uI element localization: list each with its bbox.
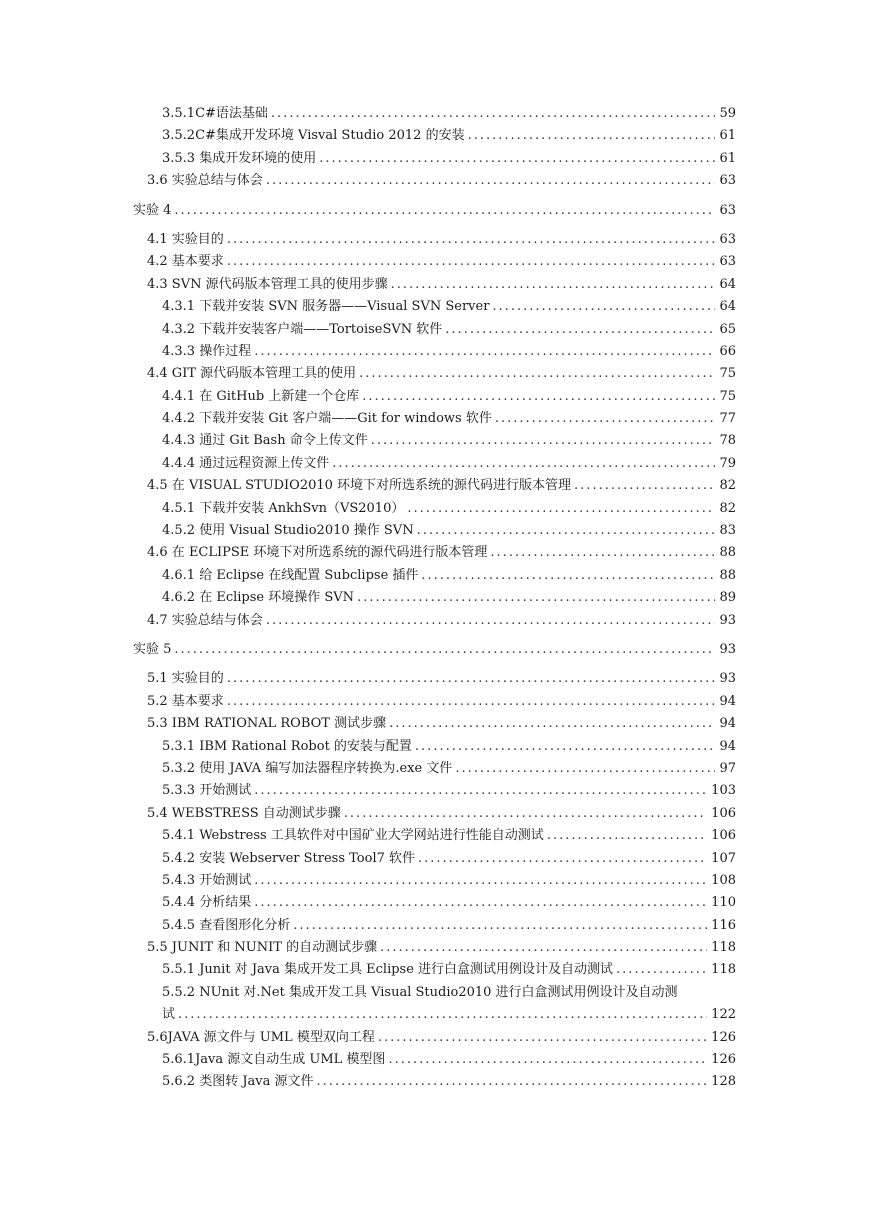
dot-leader — [455, 758, 715, 780]
toc-entry-title: 4.4.4 通过远程资源上传文件 — [162, 455, 330, 471]
dot-leader — [227, 251, 716, 273]
dot-leader — [227, 229, 716, 251]
toc-entry-page: 93 — [719, 612, 736, 628]
dot-leader — [293, 915, 707, 937]
toc-entry-page: 118 — [711, 962, 736, 978]
toc-entry-title: 4.3.2 下载并安装客户端——TortoiseSVN 软件 — [162, 321, 443, 337]
toc-row[interactable] — [0, 274, 869, 296]
toc-row[interactable] — [0, 959, 869, 981]
toc-row[interactable] — [0, 610, 869, 632]
table-of-contents — [0, 103, 869, 1094]
toc-entry-title: 4.3.3 操作过程 — [162, 343, 252, 359]
dot-leader — [227, 691, 716, 713]
toc-row[interactable] — [0, 453, 869, 475]
toc-entry[interactable] — [147, 1027, 736, 1049]
toc-entry-page: 66 — [719, 343, 736, 359]
toc-entry[interactable] — [162, 758, 736, 780]
toc-entry-page: 126 — [711, 1052, 736, 1068]
toc-entry[interactable] — [147, 363, 736, 385]
toc-entry[interactable] — [162, 780, 736, 802]
toc-entry-title: 3.5.3 集成开发环境的使用 — [162, 150, 317, 166]
toc-entry-title: 5.5.1 Junit 对 Java 集成开发工具 Eclipse 进行白盒测试用例设计及自动测试 — [162, 962, 614, 978]
dot-leader — [415, 736, 716, 758]
toc-row[interactable] — [0, 870, 869, 892]
dot-leader — [227, 668, 716, 690]
dot-leader — [254, 780, 707, 802]
toc-entry[interactable] — [162, 959, 736, 981]
toc-entry-title: 4.7 实验总结与体会 — [147, 612, 263, 628]
dot-leader — [178, 1004, 707, 1026]
toc-row[interactable] — [0, 475, 869, 497]
toc-row[interactable] — [0, 520, 869, 542]
toc-entry-title: 3.6 实验总结与体会 — [147, 173, 263, 189]
dot-leader — [332, 453, 715, 475]
toc-entry-title: 试 — [162, 1007, 176, 1023]
dot-leader — [357, 587, 715, 609]
toc-entry-page: 128 — [711, 1074, 736, 1090]
toc-entry-page: 93 — [719, 641, 736, 657]
toc-entry-page: 118 — [711, 940, 736, 956]
toc-entry-title: 5.4.1 Webstress 工具软件对中国矿业大学网站进行性能自动测试 — [162, 828, 544, 844]
toc-entry-page: 94 — [719, 738, 736, 754]
toc-entry[interactable] — [147, 668, 736, 690]
dot-leader — [266, 170, 716, 192]
toc-entry-page: 97 — [719, 760, 736, 776]
dot-leader — [445, 319, 715, 341]
toc-entry[interactable] — [162, 870, 736, 892]
dot-leader — [616, 959, 707, 981]
toc-entry-title: 5.4 WEBSTRESS 自动测试步骤 — [147, 805, 341, 821]
toc-entry-page: 93 — [719, 671, 736, 687]
toc-row[interactable] — [0, 386, 869, 408]
dot-leader — [421, 565, 715, 587]
dot-leader — [362, 386, 715, 408]
toc-entry[interactable] — [162, 103, 736, 125]
dot-leader — [490, 542, 715, 564]
toc-entry[interactable] — [162, 341, 736, 363]
dot-leader — [266, 610, 716, 632]
toc-row[interactable] — [0, 803, 869, 825]
toc-entry-page: 126 — [711, 1029, 736, 1045]
toc-entry-page: 75 — [719, 388, 736, 404]
toc-entry-page: 78 — [719, 433, 736, 449]
toc-row[interactable] — [0, 542, 869, 564]
dot-leader — [271, 103, 716, 125]
toc-entry-title: 4.4.1 在 GitHub 上新建一个仓库 — [162, 388, 360, 404]
toc-entry-page: 106 — [711, 828, 736, 844]
toc-entry[interactable] — [162, 296, 736, 318]
dot-leader — [344, 803, 707, 825]
toc-entry-title: 5.4.5 查看图形化分析 — [162, 917, 291, 933]
toc-row[interactable] — [0, 848, 869, 870]
toc-row[interactable] — [0, 915, 869, 937]
toc-entry[interactable] — [147, 803, 736, 825]
toc-entry-page: 64 — [719, 299, 736, 315]
dot-leader — [418, 848, 707, 870]
toc-row[interactable] — [0, 363, 869, 385]
toc-entry-title: 4.4.3 通过 Git Bash 命令上传文件 — [162, 433, 368, 449]
toc-row[interactable] — [0, 565, 869, 587]
toc-entry-title: 4.6.1 给 Eclipse 在线配置 Subclipse 插件 — [162, 567, 419, 583]
toc-entry-title: 5.3 IBM RATIONAL ROBOT 测试步骤 — [147, 716, 387, 732]
toc-row[interactable] — [0, 1049, 869, 1071]
toc-row[interactable] — [0, 892, 869, 914]
toc-entry-page: 64 — [719, 276, 736, 292]
toc-row[interactable] — [0, 982, 869, 1004]
toc-entry[interactable] — [162, 587, 736, 609]
toc-entry-title: 4.4.2 下载并安装 Git 客户端——Git for windows 软件 — [162, 411, 492, 427]
toc-entry[interactable] — [162, 565, 736, 587]
toc-row[interactable] — [0, 296, 869, 318]
toc-row[interactable] — [0, 1004, 869, 1026]
toc-entry-page: 88 — [719, 567, 736, 583]
toc-entry-title: 5.3.2 使用 JAVA 编写加法器程序转换为.exe 文件 — [162, 760, 453, 776]
toc-entry-title: 4.2 基本要求 — [147, 254, 224, 270]
toc-entry-page: 63 — [719, 254, 736, 270]
toc-entry-title: 4.5.1 下载并安装 AnkhSvn（VS2010） — [162, 500, 405, 516]
toc-entry-page: 63 — [719, 173, 736, 189]
toc-entry-title: 4.5 在 VISUAL STUDIO2010 环境下对所选系统的源代码进行版本管理 — [147, 478, 572, 494]
toc-entry-title: 4.5.2 使用 Visual Studio2010 操作 SVN — [162, 523, 414, 539]
toc-entry[interactable] — [162, 430, 736, 452]
toc-entry[interactable] — [162, 148, 736, 170]
toc-entry-title: 3.5.2C#集成开发环境 Visval Studio 2012 的安装 — [162, 128, 465, 144]
toc-entry[interactable] — [162, 520, 736, 542]
toc-entry[interactable] — [162, 915, 736, 937]
dot-leader — [407, 498, 715, 520]
toc-entry-page: 61 — [719, 128, 736, 144]
toc-row[interactable] — [0, 200, 869, 222]
toc-entry[interactable] — [162, 982, 736, 1004]
toc-entry-page: 108 — [711, 872, 736, 888]
toc-entry-title: 4.6.2 在 Eclipse 环境操作 SVN — [162, 590, 355, 606]
toc-entry-title: 4.6 在 ECLIPSE 环境下对所选系统的源代码进行版本管理 — [147, 545, 488, 561]
toc-entry-title: 4.4 GIT 源代码版本管理工具的使用 — [147, 366, 357, 382]
toc-entry-page: 122 — [711, 1007, 736, 1023]
toc-entry[interactable] — [133, 200, 736, 222]
toc-entry-title: 5.3.1 IBM Rational Robot 的安装与配置 — [162, 738, 412, 754]
toc-entry-page: 82 — [719, 500, 736, 516]
toc-entry-title: 5.6.1Java 源文自动生成 UML 模型图 — [162, 1052, 386, 1068]
toc-entry-page: 107 — [711, 850, 736, 866]
dot-leader — [254, 870, 707, 892]
toc-entry-page: 77 — [719, 411, 736, 427]
toc-entry[interactable] — [162, 1071, 736, 1093]
toc-row[interactable] — [0, 430, 869, 452]
toc-row[interactable] — [0, 1027, 869, 1049]
toc-row[interactable] — [0, 736, 869, 758]
toc-row[interactable] — [0, 758, 869, 780]
toc-entry-page: 75 — [719, 366, 736, 382]
toc-entry[interactable] — [162, 825, 736, 847]
toc-entry-page: 116 — [711, 917, 736, 933]
toc-entry[interactable] — [147, 937, 736, 959]
toc-row[interactable] — [0, 103, 869, 125]
toc-entry[interactable] — [162, 736, 736, 758]
toc-entry-page: 82 — [719, 478, 736, 494]
dot-leader — [254, 892, 707, 914]
toc-entry-title: 5.5.2 NUnit 对.Net 集成开发工具 Visual Studio2010 进行白盒测试用例设计及自动测 — [162, 984, 678, 1000]
toc-entry-page: 106 — [711, 805, 736, 821]
toc-entry-page: 65 — [719, 321, 736, 337]
toc-entry[interactable] — [162, 319, 736, 341]
dot-leader — [174, 200, 715, 222]
toc-entry-page: 63 — [719, 202, 736, 218]
toc-entry[interactable] — [162, 125, 736, 147]
toc-row[interactable] — [0, 125, 869, 147]
toc-entry-title: 4.1 实验目的 — [147, 231, 224, 247]
toc-entry-title: 5.4.4 分析结果 — [162, 895, 252, 911]
toc-entry[interactable] — [162, 892, 736, 914]
dot-leader — [378, 1027, 707, 1049]
toc-row[interactable] — [0, 408, 869, 430]
toc-row[interactable] — [0, 825, 869, 847]
toc-entry[interactable] — [147, 691, 736, 713]
toc-entry[interactable] — [147, 713, 736, 735]
toc-row[interactable] — [0, 229, 869, 251]
toc-row[interactable] — [0, 148, 869, 170]
toc-entry[interactable] — [147, 229, 736, 251]
toc-row[interactable] — [0, 691, 869, 713]
toc-entry-title: 3.5.1C#语法基础 — [162, 106, 268, 121]
toc-entry[interactable] — [147, 542, 736, 564]
toc-entry[interactable] — [162, 498, 736, 520]
toc-entry-title: 5.6.2 类图转 Java 源文件 — [162, 1074, 314, 1090]
toc-row[interactable] — [0, 713, 869, 735]
dot-leader — [254, 341, 715, 363]
dot-leader — [380, 937, 707, 959]
toc-row[interactable] — [0, 341, 869, 363]
toc-row[interactable] — [0, 639, 869, 661]
toc-entry-title: 5.2 基本要求 — [147, 693, 224, 709]
toc-entry-title: 5.3.3 开始测试 — [162, 783, 252, 799]
toc-row[interactable] — [0, 251, 869, 273]
toc-entry[interactable] — [162, 386, 736, 408]
toc-entry[interactable] — [162, 1004, 736, 1026]
toc-entry[interactable] — [147, 251, 736, 273]
toc-row[interactable] — [0, 780, 869, 802]
toc-entry-page: 61 — [719, 150, 736, 166]
toc-row[interactable] — [0, 498, 869, 520]
dot-leader — [389, 713, 715, 735]
toc-row[interactable] — [0, 587, 869, 609]
toc-entry-title: 4.3.1 下载并安装 SVN 服务器——Visual SVN Server — [162, 299, 490, 315]
toc-row[interactable] — [0, 319, 869, 341]
toc-entry-page: 83 — [719, 523, 736, 539]
dot-leader — [317, 1071, 708, 1093]
dot-leader — [174, 639, 715, 661]
dot-leader — [492, 296, 715, 318]
toc-entry-page: 103 — [711, 783, 736, 799]
toc-entry-page: 88 — [719, 545, 736, 561]
dot-leader — [388, 1049, 707, 1071]
toc-entry-page: 59 — [719, 106, 736, 121]
dot-leader — [359, 363, 715, 385]
dot-leader — [319, 148, 715, 170]
toc-entry-page: 63 — [719, 231, 736, 247]
dot-leader — [468, 125, 716, 147]
toc-entry-title: 5.4.2 安装 Webserver Stress Tool7 软件 — [162, 850, 416, 866]
toc-entry-title: 5.1 实验目的 — [147, 671, 224, 687]
toc-entry-title: 4.3 SVN 源代码版本管理工具的使用步骤 — [147, 276, 388, 292]
dot-leader — [547, 825, 707, 847]
toc-entry[interactable] — [162, 1049, 736, 1071]
dot-leader — [574, 475, 715, 497]
toc-entry[interactable] — [133, 639, 736, 661]
dot-leader — [391, 274, 716, 296]
toc-entry-title: 实验 5 — [133, 641, 172, 657]
toc-entry-page: 79 — [719, 455, 736, 471]
toc-entry[interactable] — [162, 848, 736, 870]
toc-entry[interactable] — [162, 453, 736, 475]
toc-entry[interactable] — [147, 274, 736, 296]
dot-leader — [371, 430, 716, 452]
dot-leader — [495, 408, 716, 430]
toc-entry-title: 5.5 JUNIT 和 NUNIT 的自动测试步骤 — [147, 940, 378, 956]
toc-entry[interactable] — [147, 610, 736, 632]
toc-entry-page: 94 — [719, 693, 736, 709]
toc-row[interactable] — [0, 937, 869, 959]
toc-entry-title: 实验 4 — [133, 202, 172, 218]
dot-leader — [417, 520, 716, 542]
toc-entry[interactable] — [162, 408, 736, 430]
toc-entry-page: 94 — [719, 716, 736, 732]
toc-entry-page: 110 — [711, 895, 736, 911]
toc-row[interactable] — [0, 668, 869, 690]
toc-entry[interactable] — [147, 170, 736, 192]
toc-entry-title: 5.4.3 开始测试 — [162, 872, 252, 888]
toc-entry[interactable] — [147, 475, 736, 497]
toc-row[interactable] — [0, 1071, 869, 1093]
toc-entry-page: 89 — [719, 590, 736, 606]
toc-row[interactable] — [0, 170, 869, 192]
toc-entry-title: 5.6JAVA 源文件与 UML 模型双向工程 — [147, 1029, 375, 1045]
